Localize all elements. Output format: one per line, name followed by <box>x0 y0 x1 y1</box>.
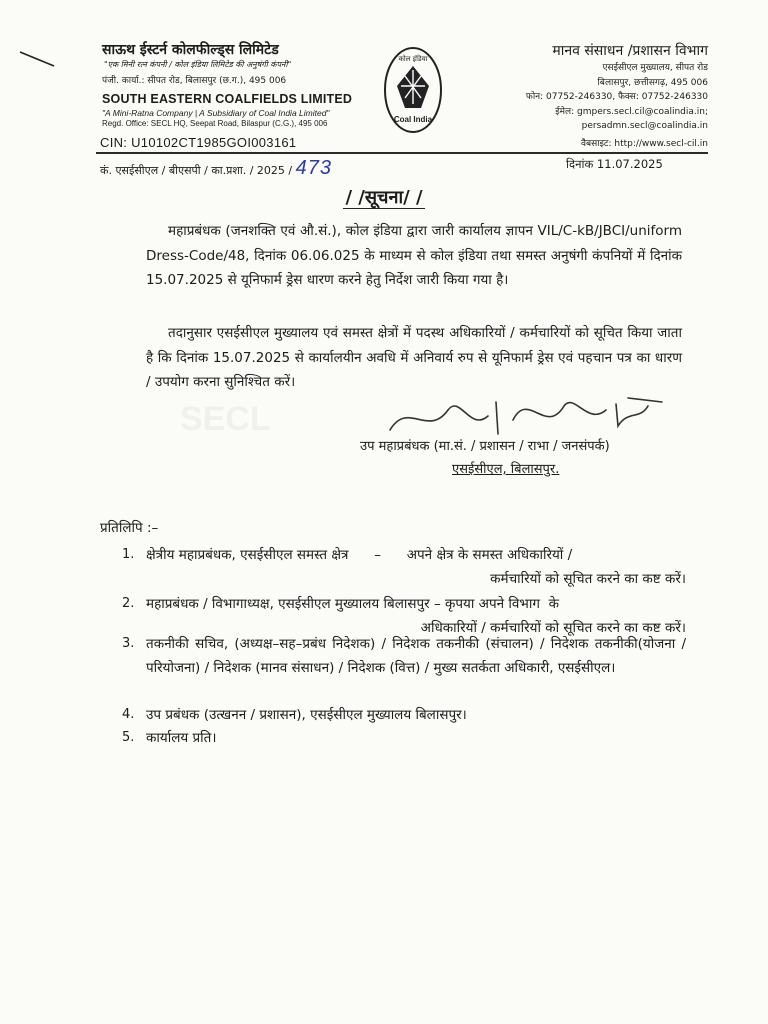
website: वैबसाइट: http://www.secl-cil.in <box>580 139 708 149</box>
company-tagline-hindi: "एक मिनी रत्न कंपनी / कोल इंडिया लिमिटेड की अनुषंगी कंपनी" <box>104 60 292 69</box>
watermark <box>180 400 271 439</box>
company-tagline-english: "A Mini-Ratna Company | A Subsidiary of Coal India Limited" <box>102 108 330 118</box>
paragraph-2: तदानुसार एसईसीएल मुख्यालय एवं समस्त क्षेत्रों में पदस्थ अधिकारियों / कर्मचारियों को सूचित किया जाता है कि दिनांक 15.07.2025 से कार्यालयीन अवधि में अनिवार्य रुप से यूनिफार्म ड्रेस एवं पहचान पत्र का धारण / उपयोग करना सुनिश्चित करें। <box>146 325 682 390</box>
paragraph-1: महाप्रबंधक (जनशक्ति एवं औ.सं.), कोल इंडिया द्वारा जारी कार्यालय ज्ञापन VIL/C-kB/JBCI/uniform Dress-Code/48, दिनांक 06.06.025 के माध्यम से कोल इंडिया तथा समस्त अनुषंगी कंपनियों में दिनांक 15.07.2025 से यूनिफार्म ड्रेस धारण करने हेतु निर्देश जारी किया गया है। <box>146 223 682 288</box>
header-rule <box>96 152 708 154</box>
notice-title-text: / /सूचना/ / <box>345 187 423 208</box>
list-item: 4. उप प्रबंधक (उत्खनन / प्रशासन), एसईसीएल मुख्यालय बिलासपुर। <box>122 707 467 723</box>
reference-number: 473 <box>295 157 332 179</box>
list-item: 1. क्षेत्रीय महाप्रबंधक, एसईसीएल समस्त क्षेत्र – अपने क्षेत्र के समस्त अधिकारियों / कर्मचारियों को सूचित करने का कष्ट करें। <box>122 547 686 587</box>
list-item: 2. महाप्रबंधक / विभागाध्यक्ष, एसईसीएल मुख्यालय बिलासपुर – कृपया अपने विभाग के अधिकारियों / कर्मचारियों को सूचित करने का कष्ट करें। <box>122 596 686 636</box>
reference-line <box>100 157 332 180</box>
letter-date: दिनांक 11.07.2025 <box>566 157 663 171</box>
copy-to-label: प्रतिलिपि :– <box>100 520 159 536</box>
notice-title <box>0 185 768 209</box>
email-1: ईमेल: gmpers.secl.cil@coalindia.in; <box>555 107 708 117</box>
logo-text-english: Coal India <box>393 115 433 124</box>
pen-mark-icon <box>18 48 58 70</box>
company-office-hindi: पंजी. कार्या.: सीपत रोड, बिलासपुर (छ.ग.), 495 006 <box>102 76 287 86</box>
signatory-org: एसईसीएल, बिलासपुर. <box>452 462 560 477</box>
company-name-hindi: साऊथ ईस्टर्न कोलफील्ड्स लिमिटेड <box>102 42 279 58</box>
list-item: 5. कार्यालय प्रति। <box>122 730 217 746</box>
cin-number: CIN: U10102CT1985GOI003161 <box>100 135 297 150</box>
company-name-english: SOUTH EASTERN COALFIELDS LIMITED <box>102 92 353 106</box>
email-2: persadmn.secl@coalindia.in <box>581 121 708 131</box>
logo-text-hindi: कोल इंडिया <box>398 55 428 63</box>
address-line-1: एसईसीएल मुख्यालय, सीपत रोड <box>602 63 708 73</box>
list-item: 3. तकनीकी सचिव, (अध्यक्ष–सह–प्रबंध निदेशक) / निदेशक तकनीकी (संचालन) / निदेशक तकनीकी(योजना / परियोजना) / निदेशक (मानव संसाधन) / निदेशक (वित्त) / मुख्य सतर्कता अधिकारी, एसईसीएल। <box>122 636 686 676</box>
phone-fax: फोन: 07752-246330, फैक्स: 07752-246330 <box>525 92 708 102</box>
signatory-designation: उप महाप्रबंधक (मा.सं. / प्रशासन / राभा / जनसंपर्क) <box>360 439 610 454</box>
coal-india-logo <box>383 46 443 134</box>
reference-prefix: कं. एसईसीएल / बीएसपी / का.प्रशा. / 2025 / <box>100 164 293 177</box>
company-office-english: Regd. Office: SECL HQ, Seepat Road, Bilaspur (C.G.), 495 006 <box>102 119 328 128</box>
department-name: मानव संसाधन /प्रशासन विभाग <box>552 43 708 59</box>
address-line-2: बिलासपुर, छत्तीसगढ़, 495 006 <box>597 78 708 88</box>
